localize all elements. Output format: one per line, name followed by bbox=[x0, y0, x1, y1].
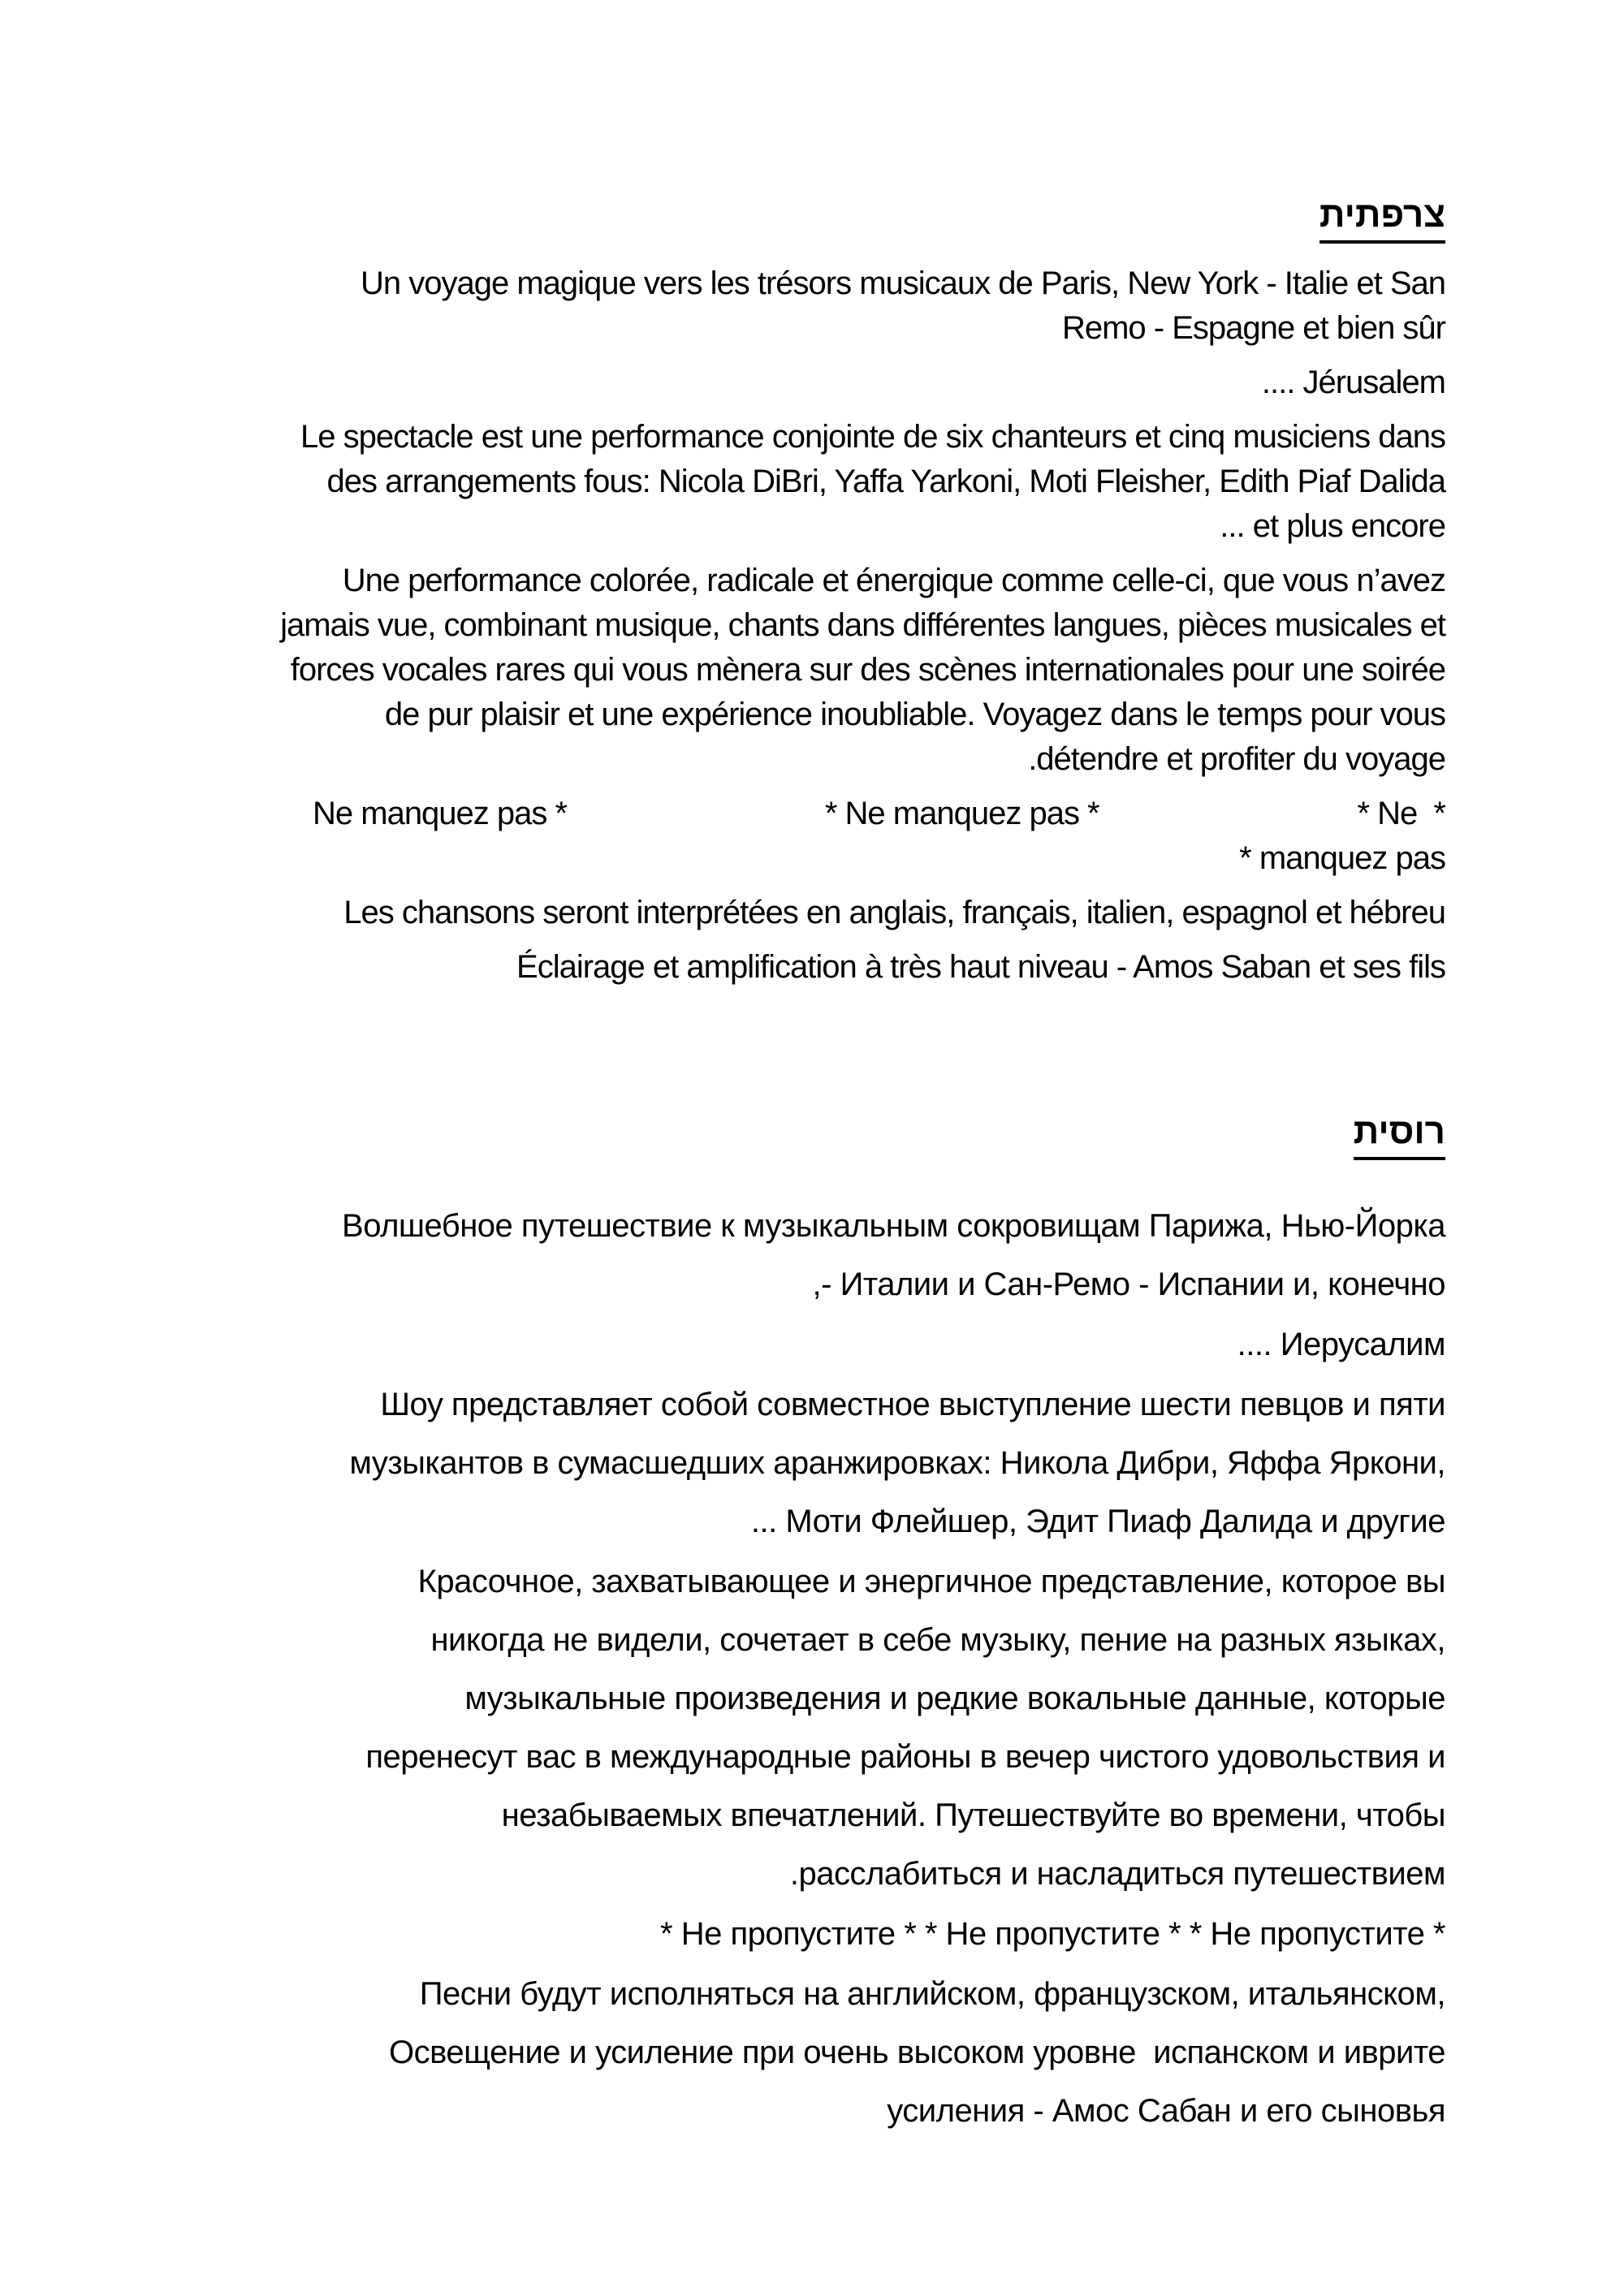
paragraph bbox=[207, 1552, 1445, 1903]
russian-section bbox=[207, 1111, 1445, 2140]
text-line: музыкантов в сумасшедших аранжировках: Никола Дибри, Яффа Яркони, bbox=[349, 1445, 1445, 1481]
text-line: des arrangements fous: Nicola DiBri, Yaffa Yarkoni, Moti Fleisher, Edith Piaf Dalida bbox=[326, 464, 1445, 499]
spread-segment: * Ne manquez pas * bbox=[824, 796, 1099, 831]
spread-segment: Ne manquez pas * bbox=[313, 796, 568, 831]
section-heading-text: רוסית bbox=[1354, 1111, 1445, 1160]
text-line: Волшебное путешествие к музыкальным сокровищам Парижа, Нью-Йорка bbox=[342, 1208, 1445, 1244]
french-section bbox=[207, 195, 1445, 990]
paragraph bbox=[207, 891, 1445, 935]
text-line: Éclairage et amplification à très haut niveau - Amos Saban et ses fils bbox=[516, 949, 1445, 985]
text-line: ... Моти Флейшер, Эдит Пиаф Далида и другие bbox=[750, 1504, 1445, 1539]
text-line: * Не пропустите * * Не пропустите * * Не пропустите * bbox=[660, 1916, 1445, 1952]
text-line: ,- Италии и Сан-Ремо - Испании и, конечно bbox=[812, 1267, 1445, 1302]
paragraph bbox=[207, 792, 1445, 881]
paragraph bbox=[207, 945, 1445, 990]
section-heading bbox=[207, 195, 1445, 244]
paragraph bbox=[207, 559, 1445, 782]
text-line: Un voyage magique vers les trésors musicaux de Paris, New York - Italie et San bbox=[361, 265, 1445, 301]
section-heading-text: צרפתית bbox=[1320, 195, 1445, 244]
spread-line bbox=[207, 792, 1445, 836]
paragraph bbox=[207, 360, 1445, 405]
text-line: незабываемых впечатлений. Путешествуйте во времени, чтобы bbox=[501, 1798, 1445, 1833]
text-line: * manquez pas bbox=[1239, 840, 1445, 876]
text-line: .détendre et profiter du voyage bbox=[1028, 741, 1445, 777]
text-line: de pur plaisir et une expérience inoubliable. Voyagez dans le temps pour vous bbox=[384, 697, 1445, 732]
text-line: .... Иерусалим bbox=[1237, 1327, 1445, 1362]
text-line: усиления - Амос Сабан и его сыновья bbox=[887, 2093, 1445, 2129]
text-line: Remo - Espagne et bien sûr bbox=[1061, 310, 1445, 346]
paragraph bbox=[207, 261, 1445, 351]
text-line: Les chansons seront interprétées en anglais, français, italien, espagnol et hébreu bbox=[343, 895, 1445, 930]
text-line: jamais vue, combinant musique, chants dans différentes langues, pièces musicales et bbox=[280, 607, 1445, 643]
text-line: Песни будут исполняться на английском, французском, итальянском, bbox=[419, 1976, 1445, 2012]
text-line: Le spectacle est une performance conjointe de six chanteurs et cinq musiciens dans bbox=[300, 419, 1445, 455]
paragraph bbox=[207, 1315, 1445, 1374]
spread-segment: * Ne * bbox=[1357, 796, 1445, 831]
document-body bbox=[207, 195, 1445, 2140]
text-line: Освещение и усиление при очень высоком уровне испанском и иврите bbox=[388, 2035, 1445, 2070]
paragraph bbox=[207, 415, 1445, 549]
paragraph bbox=[207, 1375, 1445, 1551]
text-line: музыкальные произведения и редкие вокальные данные, которые bbox=[464, 1681, 1445, 1716]
paragraph bbox=[207, 1965, 1445, 2140]
text-line: перенесут вас в международные районы в вечер чистого удовольствия и bbox=[365, 1739, 1445, 1775]
text-line: Красочное, захватывающее и энергичное представление, которое вы bbox=[417, 1564, 1445, 1599]
section-heading bbox=[207, 1111, 1445, 1160]
text-line: .расслабиться и насладиться путешествием bbox=[789, 1856, 1445, 1892]
text-line: ... et plus encore bbox=[1220, 508, 1445, 544]
paragraph bbox=[207, 1905, 1445, 1963]
text-line: .... Jérusalem bbox=[1261, 365, 1445, 400]
text-line: никогда не видели, сочетает в себе музыку, пение на разных языках, bbox=[430, 1622, 1445, 1658]
text-line: Une performance colorée, radicale et énergique comme celle-ci, que vous n’avez bbox=[342, 563, 1445, 598]
text-line: Шоу представляет собой совместное выступление шести певцов и пяти bbox=[380, 1387, 1445, 1422]
paragraph bbox=[207, 1197, 1445, 1314]
text-line: forces vocales rares qui vous mènera sur des scènes internationales pour une soirée bbox=[290, 652, 1445, 688]
